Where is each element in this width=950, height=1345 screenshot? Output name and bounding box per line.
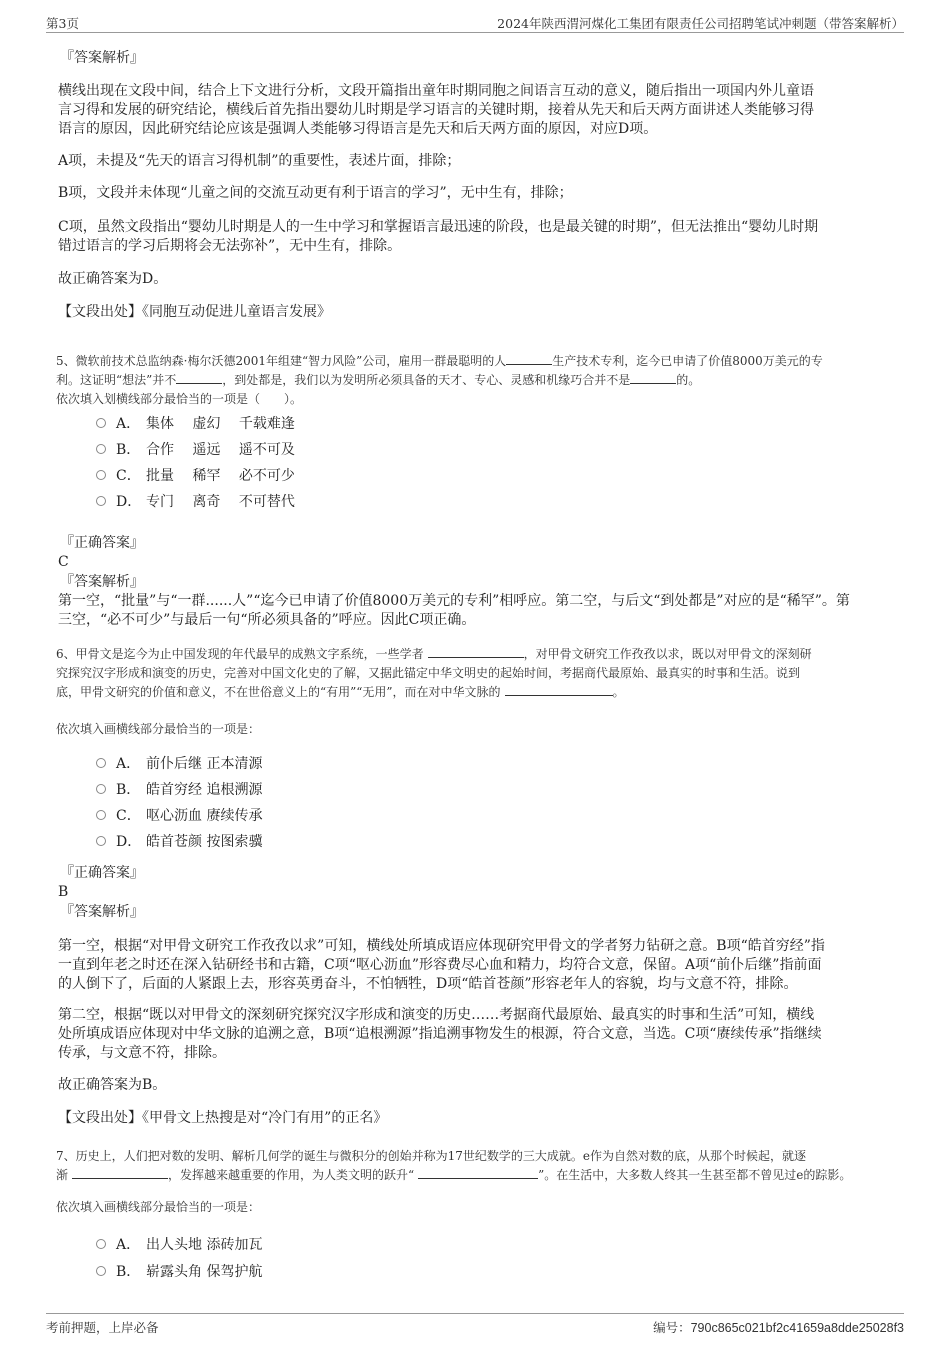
q5-option-d[interactable] [96,492,295,512]
q5-stem [56,352,823,409]
text-line: 究探究汉字形成和演变的历史，完善对中国文化史的了解，又据此锚定中华文明史的起始时间，考据商代最原始、最真实的时事和生活。说到 [56,666,801,680]
radio-icon[interactable] [96,444,106,454]
q5-answer: C [58,554,69,570]
q6-option-d[interactable] [96,832,262,852]
radio-icon[interactable] [96,1239,106,1249]
text-line: 7、历史上，人们把对数的发明、解析几何学的诞生与微积分的创始并称为17世纪数学的三大成就。e作为自然对数的底，从那个时候起，就逐 [56,1149,807,1163]
radio-icon[interactable] [96,1266,106,1276]
text-line: 处所填成语应体现对中华文脉的追溯之意，B项“追根溯源”指追溯事物发生的根源，符合文意，当选。C项“赓续传承”指继续 [58,1026,822,1042]
option-letter: A． [116,1237,141,1253]
radio-icon[interactable] [96,470,106,480]
fill-blank [418,1166,538,1179]
text-line: 传承，与文意不符，排除。 [58,1045,226,1061]
text-line: 言习得和发展的研究结论，横线后首先指出婴幼儿时期是学习语言的关键时期，接着从先天和后天两方面讲述人类能够习得 [58,102,814,118]
fill-blank [630,371,676,384]
text-line: 错过语言的学习后期将会无法弥补”，无中生有，排除。 [58,238,402,254]
option-text: 出人头地 添砖加瓦 [146,1237,263,1253]
q5-option-c[interactable] [96,466,295,486]
q7-prompt: 依次填入画横线部分最恰当的一项是： [56,1200,261,1214]
option-letter: B． [116,1264,141,1280]
text-line [56,1166,851,1185]
stem-text: ，到处都是，我们以为发明所必须具备的天才、专心、灵感和机缘巧合并不是 [222,373,631,387]
q5-analysis [58,592,850,630]
option-text: 皓首苍颜 按图索骥 [146,834,263,850]
q6-option-b[interactable] [96,780,262,800]
stem-text: 5、微软前技术总监纳森·梅尔沃德2001年组建“智力风险”公司，雇用一群最聪明的人 [56,354,507,368]
text-line [56,352,823,371]
option-text: 集体 虚幻 千载难逢 [146,416,295,432]
text-line: 的人倒下了，后面的人紧跟上去，形容英勇奋斗，不怕牺牲，D项“皓首苍颜”形容老年人的容貌，均与文意不符，排除。 [58,976,798,992]
q4-analysis-option-c [58,218,818,256]
q6-prompt: 依次填入画横线部分最恰当的一项是： [56,722,261,736]
q4-analysis-label: 『答案解析』 [60,50,144,66]
stem-text: 的。 [676,373,701,387]
code-label: 编号： [653,1320,691,1335]
option-letter: A． [116,756,141,772]
text-line: 三空，“必不可少”与最后一句“所必须具备的”呼应。因此C项正确。 [58,612,476,628]
stem-text: 生产技术专利，迄今已申请了价值8000万美元的专 [552,354,823,368]
option-text: 皓首穷经 追根溯源 [146,782,263,798]
q5-option-b[interactable] [96,440,295,460]
text-line: 语言的原因，因此研究结论应该是强调人类能够习得语言是先天和后天两方面的原因，对应D项。 [58,121,658,137]
stem-text: 。 [612,685,625,699]
footer-slogan: 考前押题，上岸必备 [46,1320,159,1335]
option-letter: C． [116,468,141,484]
option-letter: D． [116,494,142,510]
q6-option-a[interactable] [96,754,262,774]
option-letter: B． [116,442,141,458]
code-value: 790c865c021bf2c41659a8dde25028f3 [690,1321,904,1335]
text-line: 依次填入划横线部分最恰当的一项是（ ）。 [56,392,303,406]
q7-option-a[interactable] [96,1235,262,1255]
option-text: 批量 稀罕 必不可少 [146,468,295,484]
page-number: 第3页 [46,16,79,31]
fill-blank [505,683,613,696]
radio-icon[interactable] [96,836,106,846]
fill-blank [428,645,524,658]
q5-analysis-label: 『答案解析』 [60,574,144,590]
q4-analysis-option-b: B项，文段并未体现“儿童之间的交流互动更有利于语言的学习”，无中生有，排除； [58,185,573,201]
radio-icon[interactable] [96,418,106,428]
radio-icon[interactable] [96,758,106,768]
q5-option-a[interactable] [96,414,295,434]
option-letter: C． [116,808,141,824]
stem-text: 底，甲骨文研究的价值和意义，不在世俗意义上的“有用”“无用”，而在对中华文脉的 [56,685,501,699]
text-line [56,645,812,664]
q6-analysis-label: 『答案解析』 [60,904,144,920]
radio-icon[interactable] [96,496,106,506]
stem-text: ，对甲骨文研究工作孜孜以求，既以对甲骨文的深刻研 [523,647,812,661]
q6-answer: B [58,884,69,900]
stem-text: ，发挥越来越重要的作用，为人类文明的跃升“ [168,1168,415,1182]
q4-source: 【文段出处】《同胞互动促进儿童语言发展》 [58,304,331,320]
q7-stem [56,1147,851,1185]
text-line: 横线出现在文段中间，结合上下文进行分析，文段开篇指出童年时期同胞之间语言互动的意义，随后指出一项国内外儿童语 [58,83,814,99]
fill-blank [506,352,552,365]
text-line: 第一空，“批量”与“一群......人”“迄今已申请了价值8000万美元的专利”相呼应。第二空，与后文“到处都是”对应的是“稀罕”。第 [58,593,850,609]
q4-analysis-option-a: A项，未提及“先天的语言习得机制”的重要性，表述片面，排除； [58,153,461,169]
option-text: 合作 遥远 遥不可及 [146,442,295,458]
option-text: 崭露头角 保驾护航 [146,1264,263,1280]
q6-source: 【文段出处】《甲骨文上热搜是对“冷门有用”的正名》 [58,1110,388,1126]
radio-icon[interactable] [96,810,106,820]
text-line: 第一空，根据“对甲骨文研究工作孜孜以求”可知，横线处所填成语应体现研究甲骨文的学者努力钻研之意。B项“皓首穷经”指 [58,938,825,954]
document-code [653,1318,904,1336]
option-text: 专门 离奇 不可替代 [146,494,295,510]
page-header [46,12,904,33]
stem-text: 利。这证明“想法”并不 [56,373,177,387]
option-letter: B． [116,782,141,798]
document-title: 2024年陕西渭河煤化工集团有限责任公司招聘笔试冲刺题（带答案解析） [497,16,904,31]
q7-option-b[interactable] [96,1262,262,1282]
q5-answer-label: 『正确答案』 [60,535,144,551]
q6-analysis-para1 [58,937,825,994]
option-text: 呕心沥血 赓续传承 [146,808,263,824]
option-text: 前仆后继 正本清源 [146,756,263,772]
fill-blank [72,1166,168,1179]
q6-stem [56,645,812,702]
text-line: 一直到年老之时还在深入钻研经书和古籍，C项“呕心沥血”形容费尽心血和精力，均符合文意，保留。A项“前仆后继”指前面 [58,957,822,973]
q6-option-c[interactable] [96,806,262,826]
q4-analysis-para1 [58,82,814,139]
text-line: C项，虽然文段指出“婴幼儿时期是人的一生中学习和掌握语言最迅速的阶段，也是最关键的时期”，但无法推出“婴幼儿时期 [58,219,819,235]
fill-blank [176,371,222,384]
text-line [56,683,812,702]
text-line [56,371,823,390]
stem-text: 6、甲骨文是迄今为止中国发现的年代最早的成熟文字系统，一些学者 [56,647,424,661]
option-letter: D． [116,834,142,850]
text-line: 第二空，根据“既以对甲骨文的深刻研究探究汉字形成和演变的历史……考据商代最原始、最真实的时事和生活”可知，横线 [58,1007,815,1023]
q6-answer-label: 『正确答案』 [60,865,144,881]
radio-icon[interactable] [96,784,106,794]
q6-conclusion: 故正确答案为B。 [58,1077,167,1093]
stem-text: ”。在生活中，大多数人终其一生甚至都不曾见过e的踪影。 [538,1168,852,1182]
stem-text: 渐 [56,1168,69,1182]
option-letter: A． [116,416,141,432]
q4-conclusion: 故正确答案为D。 [58,271,168,287]
q6-analysis-para2 [58,1006,822,1063]
page-footer [46,1313,904,1338]
